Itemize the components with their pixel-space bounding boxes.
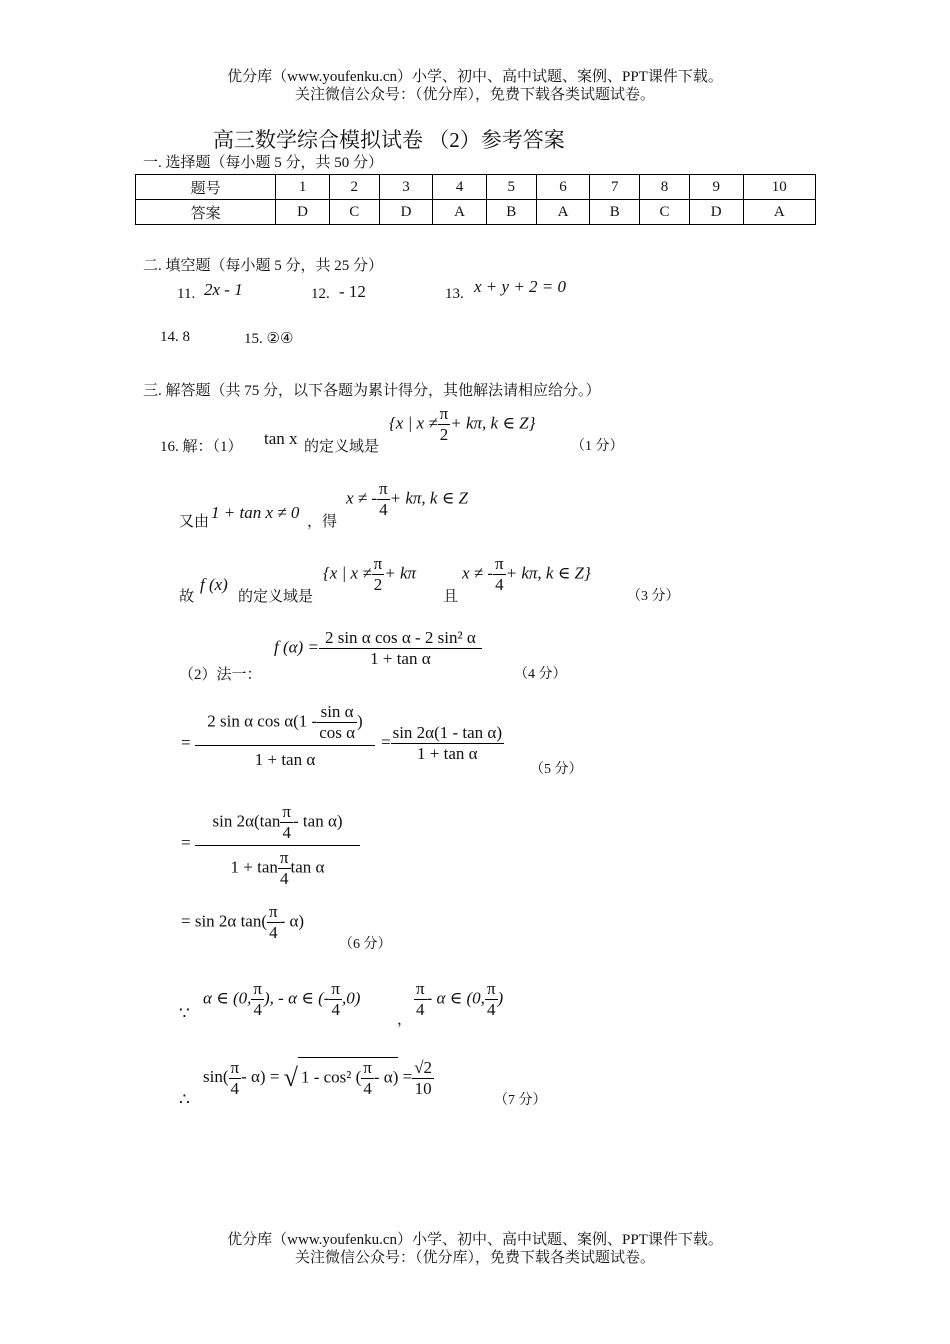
close-paren: ) [357,711,363,731]
score-6: （6 分） [339,937,392,952]
frac-den: cos α [319,723,356,742]
s6-num-b: - tan α) [293,811,343,831]
set-open: {x | x ≠ [389,413,438,433]
score-4: （4 分） [514,667,567,682]
q15-answer: 15. ②④ [244,331,294,347]
q12-label: 12. [311,286,330,302]
x-neq: x ≠ - [462,563,494,583]
b-a: α ∈ (0, [203,988,252,1008]
radical-icon: √ [283,1063,298,1092]
table-row-answers [136,200,816,225]
set-close: + kπ, k ∈ Z} [505,563,591,583]
table-cell: 7 [590,175,640,200]
b-b: ), - α ∈ (- [264,988,330,1008]
frac-num: π [495,554,504,573]
q16-intro: 16. 解：（1） [160,439,243,455]
frac-den: 1 + tan α [417,744,478,763]
frac-num: π [416,979,425,998]
frac-den: 4 [363,1079,372,1098]
youyou: 又由 [179,514,210,530]
t-a: sin( [203,1066,229,1086]
footer-line-1: 优分库（www.youfenku.cn）小学、初中、高中试题、案例、PPT课件下载。 [227,1232,723,1248]
frac-den: 4 [331,1000,340,1019]
table-cell: C [329,200,379,225]
table-cell: 1 [276,175,330,200]
frac-den: 4 [269,923,278,942]
table-cell: 2 [329,175,379,200]
q13-label: 13. [445,286,464,302]
frac-den: 4 [495,575,504,594]
frac-num: π [373,554,383,573]
because-expr-a [203,979,360,1020]
equals-sign: = [181,833,191,852]
frac-num: π [282,802,292,821]
s5-num-a: 2 sin α cos α(1 - [207,711,318,731]
frac-den: 2 [373,575,383,594]
frac-num: sin 2α(1 - tan α) [392,723,502,742]
answer-table [135,174,816,225]
q13-answer: x + y + 2 = 0 [474,277,567,296]
frac-num: π [253,979,263,998]
table-cell: D [379,200,433,225]
frac-num: sin α [317,702,357,723]
table-cell: D [276,200,330,225]
b-c: ,0) [342,988,361,1008]
frac-den: 4 [379,500,388,519]
header-line-2: 关注微信公众号：（优分库），免费下载各类试题试卷。 [294,87,655,103]
comma: ， [397,1012,413,1028]
table-cell: A [743,200,815,225]
gu: 故 [179,589,195,605]
q11-answer: 2x - 1 [204,280,243,299]
domain-set-2-b [462,554,591,595]
section2-heading: 二. 填空题（每小题 5 分，共 25 分） [143,258,384,274]
therefore-expr [203,1057,434,1099]
score-7: （7 分） [494,1093,547,1108]
s6-num-a: sin 2α(tan [212,811,281,831]
condition: 1 + tan x ≠ 0 [211,503,300,522]
table-cell: B [486,200,536,225]
set-open: {x | x ≠ [323,563,372,583]
frac-num: π [269,902,278,921]
domain-text-1: 的定义域是 [304,439,380,455]
table-cell: 6 [536,175,590,200]
page-title: 高三数学综合模拟试卷 （2）参考答案 [213,128,565,152]
x-neq-expr [346,479,468,520]
table-cell: B [590,200,640,225]
s6-den-b: tan α [290,857,325,877]
table-cell: 9 [689,175,743,200]
s5b-fraction [381,723,504,764]
de: ，得 [307,514,338,530]
frac-den: 10 [414,1078,432,1098]
set-close: + kπ, k ∈ Z} [450,413,536,433]
f-alpha-expr [274,628,482,669]
therefore-symbol: ∴ [179,1090,190,1109]
kpi-z: + kπ, k ∈ Z [389,488,469,508]
frac-num: π [486,979,496,998]
q12-answer: - 12 [339,282,366,301]
t-rad-a: 1 - cos² ( [300,1067,362,1087]
frac-num: π [230,1057,240,1077]
frac-num: π [379,479,388,498]
frac-den: 1 + tan α [370,649,431,668]
table-cell: D [689,200,743,225]
table-cell: 3 [379,175,433,200]
because-symbol: ∵ [179,1004,190,1023]
set-mid: + kπ [384,563,417,583]
section1-heading: 一. 选择题（每小题 5 分，共 50 分） [143,155,384,171]
frac-num: π [439,404,449,423]
s6-fraction [195,802,360,889]
domain-text-2: 的定义域是 [238,589,314,605]
t-b: - α) = [241,1066,280,1086]
part2-label: （2）法一： [179,667,262,683]
score-1: （1 分） [571,439,624,454]
s6-line [181,902,304,943]
fx: f (x) [200,575,228,594]
table-cell: C [640,200,690,225]
table-cell: 5 [486,175,536,200]
equals-sign: = [381,732,391,752]
tanx: tan x [264,429,298,448]
footer-line-2: 关注微信公众号：（优分库），免费下载各类试题试卷。 [294,1250,655,1266]
frac-num: √2 [414,1057,433,1077]
score-5: （5 分） [530,762,583,777]
section3-heading: 三. 解答题（共 75 分，以下各题为累计得分，其他解法请相应给分。） [143,383,601,399]
s5-den: 1 + tan α [254,750,316,769]
score-3: （3 分） [627,589,680,604]
x-neq: x ≠ - [346,488,378,508]
t-eq: = [402,1066,413,1086]
s6-line-b: - α) [279,911,305,931]
domain-set-1 [389,404,535,445]
s6-den-a: 1 + tan [230,857,278,877]
frac-den: 4 [486,1000,496,1019]
frac-num: π [279,848,289,867]
frac-num: 2 sin α cos α - 2 sin² α [319,628,482,649]
frac-num: π [331,979,341,998]
q11-label: 11. [177,286,196,302]
frac-den: 4 [282,823,291,842]
qie: 且 [443,589,459,605]
table-cell: A [433,200,487,225]
table-row-questions [136,175,816,200]
frac-den: 4 [230,1078,240,1098]
table-cell: 10 [743,175,815,200]
table-cell: 4 [433,175,487,200]
header-line-1: 优分库（www.youfenku.cn）小学、初中、高中试题、案例、PPT课件下载。 [227,69,723,85]
frac-den: 4 [279,869,289,888]
table-label-question: 题号 [136,175,276,200]
f-alpha: f (α) = [274,637,319,657]
q14-answer: 14. 8 [160,329,190,345]
equals-sign: = [181,733,191,752]
b-d: - α ∈ (0, [426,988,485,1008]
b-e: ) [497,988,504,1008]
table-cell: A [536,200,590,225]
s5-fraction [195,702,375,770]
frac-den: 2 [439,425,449,444]
frac-den: 4 [253,1000,262,1019]
s6-line-a: = sin 2α tan( [181,911,268,931]
table-cell: 8 [640,175,690,200]
frac-den: 4 [416,1000,425,1019]
domain-set-2-a [323,554,416,595]
frac-num: π [363,1058,372,1077]
table-label-answer: 答案 [136,200,276,225]
because-expr-b [414,979,503,1020]
t-rad-b: - α) [373,1067,399,1087]
